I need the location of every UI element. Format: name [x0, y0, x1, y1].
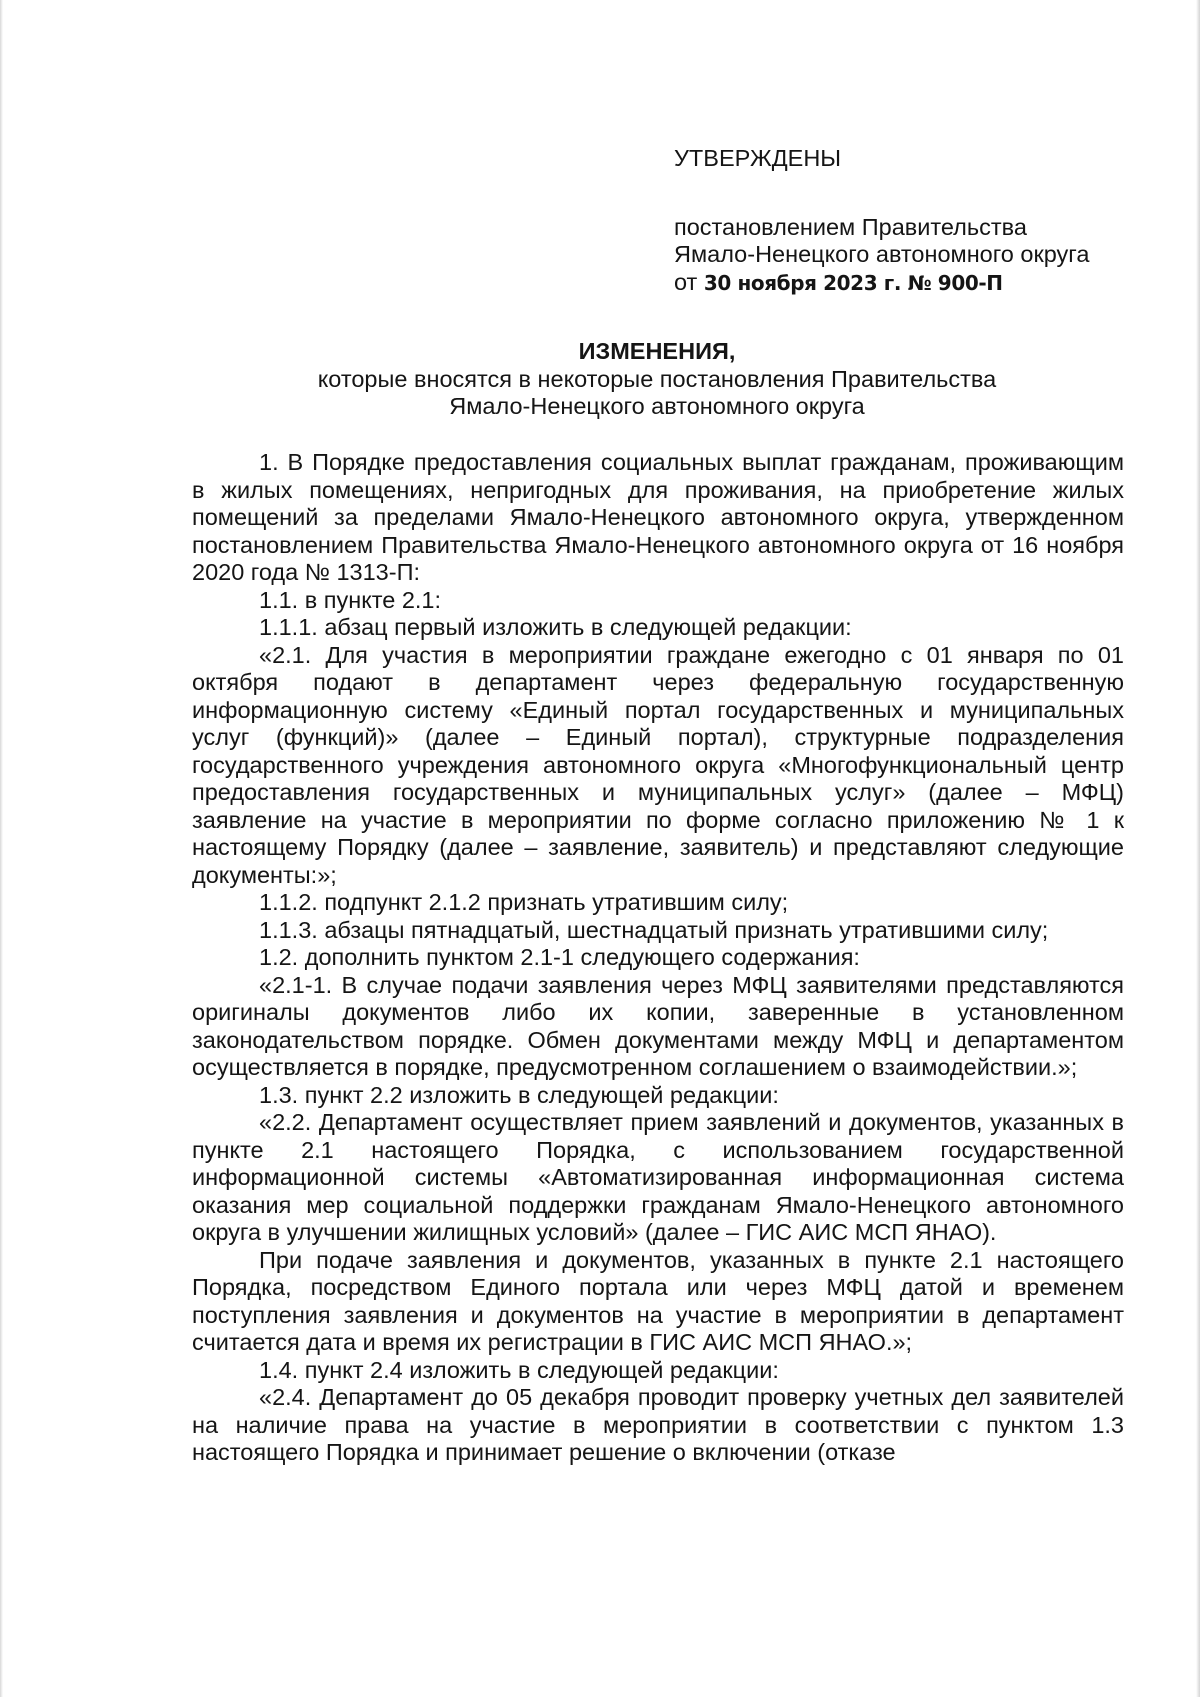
document-body: [192, 449, 1124, 1467]
paragraph: «2.1-1. В случае подачи заявления через МФЦ заявителями представляются оригиналы документов либо их копии, заверенные в установленном законодательством порядке. Обмен документами между МФЦ и департаментом осуществляется в порядке, предусмотренном соглашением о взаимодействии.»;: [192, 971, 1124, 1080]
approval-line-1: постановлением Правительства: [674, 213, 1027, 240]
paragraph: При подаче заявления и документов, указанных в пункте 2.1 настоящего Порядка, посредством Единого портала или через МФЦ датой и временем поступления заявления и документов на участие в мероприятии в департамент считается дата и время их регистрации в ГИС АИС МСП ЯНАО.»;: [192, 1246, 1124, 1355]
page-left-edge: [0, 0, 3, 1697]
paragraph: «2.1. Для участия в мероприятии граждане ежегодно с 01 января по 01 октября подают в департамент через федеральную государственную информационную систему «Единый портал государственных и муниципальных услуг (функций)» (далее – Единый портал), структурные подразделения государственного учреждения автономного округа «Многофункциональный центр предоставления государственных и муниципальных услуг» (далее – МФЦ) заявление на участие в мероприятии по форме согласно приложению № 1 к настоящему Порядку (далее – заявление, заявитель) и представляют следующие документы:»;: [192, 641, 1124, 888]
approval-line-2: Ямало-Ненецкого автономного округа: [674, 241, 1090, 267]
approval-date-line: [674, 269, 1089, 298]
footer-scan-mark: [430, 1689, 730, 1697]
approval-date-value: 30 ноября 2023 г. № 900-П: [703, 270, 1003, 295]
heading-title: ИЗМЕНЕНИЯ,: [578, 338, 736, 364]
paragraph: 1.1.3. абзацы пятнадцатый, шестнадцатый признать утратившими силу;: [259, 916, 1049, 943]
paragraph: 1.2. дополнить пунктом 2.1-1 следующего содержания:: [259, 944, 860, 970]
approval-date-prefix: от: [674, 268, 704, 295]
paragraph: «2.2. Департамент осуществляет прием заявлений и документов, указанных в пункте 2.1 настоящего Порядка, с использованием государственной информационной системы «Автоматизированная информационная система оказания мер социальной поддержки гражданам Ямало-Ненецкого автономного округа в улучшении жилищных условий» (далее – ГИС АИС МСП ЯНАО).: [192, 1109, 1124, 1245]
approval-stamp: [674, 145, 1089, 297]
paragraph: 1. В Порядке предоставления социальных выплат гражданам, проживающим в жилых помещениях, непригодных для проживания, на приобретение жилых помещений за пределами Ямало-Ненецкого автономного округа, утвержденном постановлением Правительства Ямало-Ненецкого автономного округа от 16 ноября 2020 года № 1313-П:: [192, 449, 1124, 585]
paragraph: 1.3. пункт 2.2 изложить в следующей редакции:: [259, 1081, 779, 1108]
paragraph: 1.1. в пункте 2.1:: [259, 586, 442, 613]
approval-title: УТВЕРЖДЕНЫ: [674, 145, 842, 171]
paragraph: «2.4. Департамент до 05 декабря проводит проверку учетных дел заявителей на наличие права на участие в мероприятии в соответствии с пунктом 1.3 настоящего Порядка и принимает решение о включении (отказе: [192, 1384, 1124, 1465]
heading-subtitle-line-2: Ямало-Ненецкого автономного округа: [449, 393, 865, 419]
heading-subtitle-line-1: которые вносятся в некоторые постановления Правительства: [317, 365, 997, 392]
paragraph: 1.1.1. абзац первый изложить в следующей редакции:: [259, 614, 852, 640]
paragraph: 1.4. пункт 2.4 изложить в следующей редакции:: [259, 1356, 779, 1383]
document-heading: [192, 338, 1122, 421]
page-right-edge: [1196, 0, 1200, 1697]
paragraph: 1.1.2. подпункт 2.1.2 признать утратившим силу;: [259, 889, 789, 915]
